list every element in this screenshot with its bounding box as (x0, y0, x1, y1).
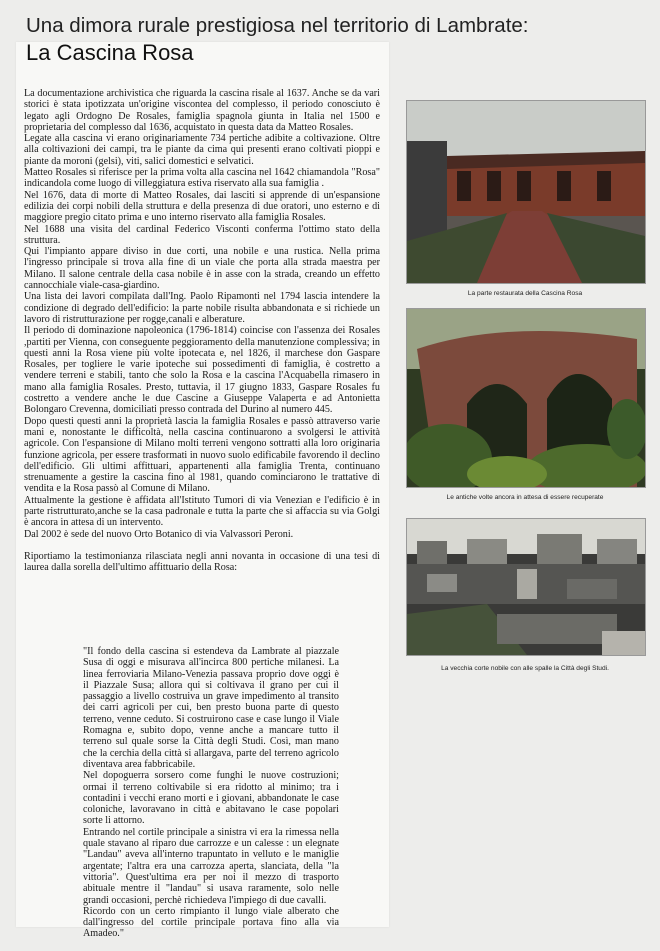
quote-paragraph: Ricordo con un certo rimpianto il lungo viale alberato che dall'ingresso del cortile principale portava fino alla via Amadeo." (83, 905, 339, 940)
quote-paragraph: "Il fondo della cascina si estendeva da Lambrate al piazzale Susa di oggi e misurava all'incirca 800 pertiche milanesi. La linea ferroviaria Milano-Venezia passava proprio dove oggi è il Piazzale Susa; allora qui si coltivava il grano per cui il passaggio a livello costruiva un grave impedimento al transito dei carri agricoli per cui, ben presto buona parte di questo terreno, venne ceduto. Si costruirono case e case lungo il Viale Romagna e, subito dopo, venne anche a mancare tutto il terreno sul quale sorse la Città degli Studi. Così, man mano che la cerchia della città si allargava, parte del terreno agricolo diventava area fabbricabile. (83, 646, 339, 770)
paragraph: Una lista dei lavori compilata dall'Ing. Paolo Ripamonti nel 1794 lascia intendere la condizione di degrado dell'edificio: la parte nobile risulta abbandonata e si richiede un lavoro di ristrutturazione per rogge,canali e alberature. (24, 291, 380, 325)
paragraph: Attualmente la gestione è affidata all'Istituto Tumori di via Venezian e l'edificio è in parte ristrutturato,anche se la casa padronale e tutta la parte che si affaccia su via Golgi è ancora in attesa di un intervento. (24, 494, 380, 529)
photo-caption: La vecchia corte nobile con alle spalle la Città degli Studi. (441, 665, 609, 672)
paragraph: Matteo Rosales si riferisce per la prima volta alla cascina nel 1642 chiamandola "Rosa" indicandola come luogo di villeggiatura estiva riservato alla sua famiglia . (24, 167, 380, 190)
paragraph: Nel 1676, data di morte di Matteo Rosales, dai lasciti si apprende di un'espansione edilizia dei corpi nobili della struttura e della presenza di due oratori, uno esterno e di maggiore pregio citato prima e uno interno riservato alla famiglia Rosales. (24, 189, 380, 224)
quote-paragraph: Entrando nel cortile principale a sinistra vi era la rimessa nella quale stavano al riparo due carrozze e un calesse : un elegnate "Landau" aveva all'interno trapuntato in velluto e le maniglie argentate; l'altra era una carrozza aperta, slanciata, della "la vittoria". Quest'ultima era per noi il mezzo di trasporto abituale mentre il "landau" si usava raramente, solo nelle grandi occasioni, perchè richiedeva l'impiego di due cavalli. (83, 826, 339, 906)
photo-caption: Le antiche volte ancora in attesa di essere recuperate (446, 494, 604, 501)
paragraph: Dal 2002 è sede del nuovo Orto Botanico di via Valvassori Peroni. (24, 528, 294, 540)
page-subtitle: La Cascina Rosa (26, 40, 194, 65)
paragraph: Dopo questi questi anni la proprietà lascia la famiglia Rosales e passò attraverso varie mani e, nonostante le difficoltà, nella cascina continuarono a svolgersi le attività agricole. Con l'espansione di Milano molti terreni vengono sottratti alla loro originaria funzione agricola, per essere trasformati in nuovo suolo edificabile favorendo il declino dell'edificio. Gli ultimi affittuari, appartenenti alla famiglia Trenta, continuano strenuamente a gestire la cascina fino al 1981, quando cominciarono le trattative di vendita e la Rosa passò al Comune di Milano. (24, 415, 380, 495)
photo-caption: La parte restaurata della Cascina Rosa (467, 290, 583, 297)
paragraph: La documentazione archivistica che riguarda la cascina risale al 1637. Anche se da vari storici è stata ipotizzata un'origine viscontea del complesso, il periodo conosciuto è legato agli Ordogno De Rosales, famiglia spagnola giunta in Italia nel 1500 e proprietaria del complesso dal 1636, acquistato in questa data da Matteo Rosales. (24, 88, 380, 133)
paragraph: Qui l'impianto appare diviso in due corti, una nobile e una rustica. Nella prima l'ingresso principale si trova alla fine di un viale che porta alla strada maestra per Milano. Il salone centrale della casa nobile è in asse con la strada, creando un effetto cannocchiale viale-casa-giardino. (24, 246, 380, 292)
testimony-quote (83, 646, 339, 940)
paragraph: Il periodo di dominazione napoleonica (1796-1814) coincise con l'assenza dei Rosales ,partiti per Vienna, con conseguente peggioramento della manutenzione complessiva; in questi anni la Rosa viene più volte ipotecata e, nel 1826, il marchese don Gaspare Rosales, per togliere le varie ipoteche sui possedimenti di famiglia, è costretto a vendere terreni e stabili, tanto che solo la Rosa e la cascina l'Acquabella rimasero in mano alla famiglia Rosales. Presto, tuttavia, il 17 giugno 1833, Gaspare Rosales fu costretto a vendere anche le due Cascine a Giuseppe Valaperta e ad Antonietta Bolongaro Crevenna, domiciliati presso contrada del Durino al numero 445. (24, 325, 380, 416)
quote-paragraph: Nel dopoguerra sorsero come funghi le nuove costruzioni; ormai il terreno coltivabile si era ridotto al minimo; tra i contadini i vecchi erano morti e i giovani, abbandonate le case coloniche, lavoravano in città e abitavano le case popolari sorte li attorno. (83, 770, 339, 827)
paragraph: Legate alla cascina vi erano originariamente 734 pertiche adibite a coltivazione. Oltre alla coltivazioni dei campi, tra le piante da cima qui presenti erano coltivati pioppi e piante da moroni (gelsi), viti, salici domestici e selvatici. (24, 133, 380, 167)
paragraph: Nel 1688 una visita del cardinal Federico Visconti conferma l'ottimo stato della struttura. (24, 223, 380, 246)
photo-old-courtyard (406, 518, 646, 656)
quote-intro: Riportiamo la testimonianza rilasciata negli anni novanta in occasione di una tesi di laurea dalla sorella dell'ultimo affittuario della Rosa: (24, 550, 380, 574)
article-body (24, 88, 380, 573)
photo-ancient-vaults (406, 308, 646, 488)
page-title: Una dimora rurale prestigiosa nel territorio di Lambrate: (26, 14, 529, 37)
photo-restored-cascina (406, 100, 646, 284)
